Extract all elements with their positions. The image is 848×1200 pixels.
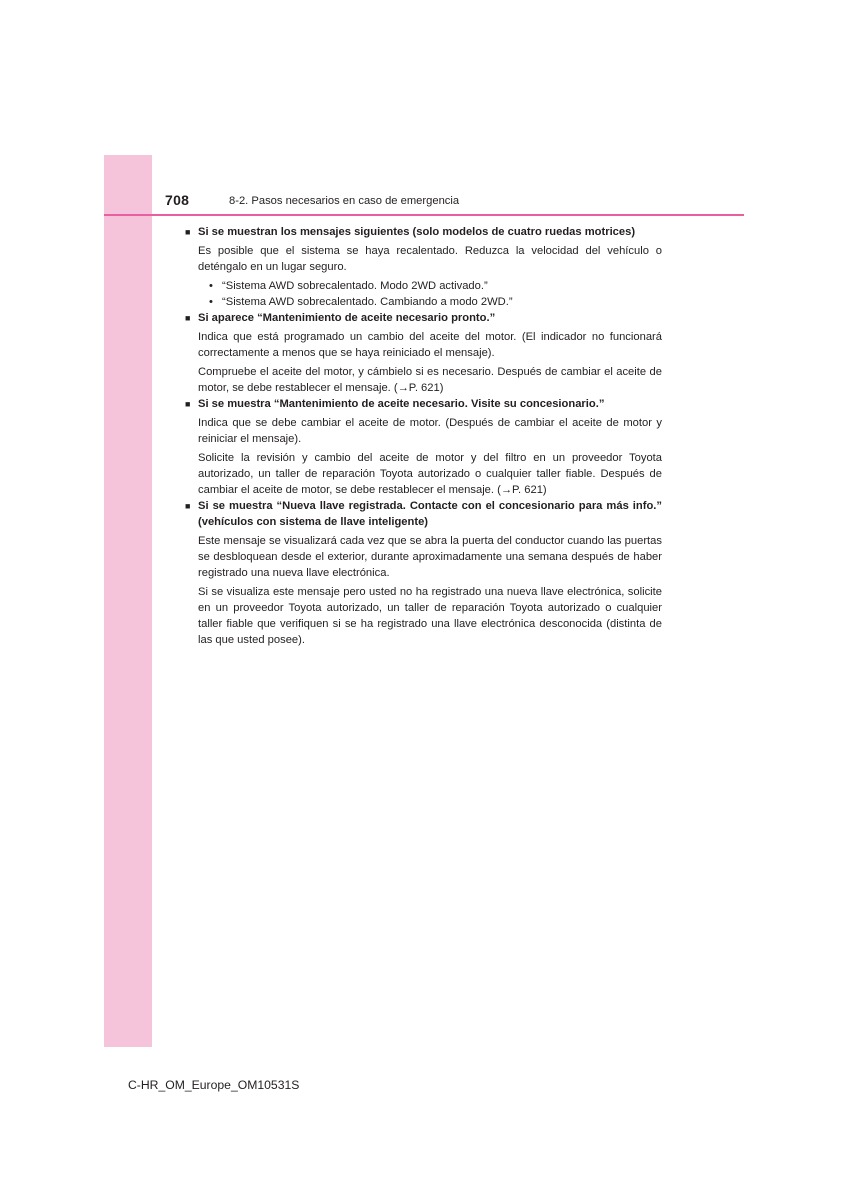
bullet-dot-icon: • xyxy=(209,296,213,308)
section xyxy=(185,396,662,498)
square-bullet-icon: ■ xyxy=(185,227,191,237)
square-bullet-icon: ■ xyxy=(185,399,191,409)
square-bullet-icon: ■ xyxy=(185,501,191,511)
page-number: 708 xyxy=(165,192,190,208)
page-content xyxy=(185,224,662,648)
section xyxy=(185,224,662,310)
paragraph: Solicite la revisión y cambio del aceite de motor y del filtro en un proveedor Toyota autorizado, un taller de reparación Toyota autorizado o cualquier taller fiable. Después de cambiar el aceite de motor, se debe restablecer el mensaje. (→P. 621) xyxy=(198,452,662,496)
list-item-text: “Sistema AWD sobrecalentado. Modo 2WD activado.” xyxy=(222,280,488,292)
header-divider xyxy=(104,214,744,216)
footer-document-code: C-HR_OM_Europe_OM10531S xyxy=(128,1078,300,1092)
section xyxy=(185,498,662,648)
section-title: 8-2. Pasos necesarios en caso de emergencia xyxy=(229,195,460,207)
section-heading: Si se muestran los mensajes siguientes (solo modelos de cuatro ruedas motrices) xyxy=(198,226,636,238)
list-item xyxy=(209,294,662,310)
message-list xyxy=(209,278,662,310)
paragraph: Indica que se debe cambiar el aceite de motor. (Después de cambiar el aceite de motor y reiniciar el mensaje). xyxy=(198,417,662,445)
list-item-text: “Sistema AWD sobrecalentado. Cambiando a modo 2WD.” xyxy=(222,296,513,308)
side-color-band xyxy=(104,155,152,1047)
section xyxy=(185,310,662,396)
paragraph: Este mensaje se visualizará cada vez que se abra la puerta del conductor cuando las puertas se desbloquean desde el exterior, durante aproximadamente una semana después de haber registrado una nueva llave electrónica. xyxy=(198,535,662,579)
section-heading: Si se muestra “Nueva llave registrada. Contacte con el concesionario para más info.” (vehículos con sistema de llave inteligente) xyxy=(198,500,662,528)
paragraph: Compruebe el aceite del motor, y cámbielo si es necesario. Después de cambiar el aceite de motor, se debe restablecer el mensaje. (→P. 621) xyxy=(198,366,662,394)
section-heading: Si se muestra “Mantenimiento de aceite necesario. Visite su concesionario.” xyxy=(198,398,605,410)
paragraph: Es posible que el sistema se haya recalentado. Reduzca la velocidad del vehículo o deténgalo en un lugar seguro. xyxy=(198,245,662,273)
paragraph: Si se visualiza este mensaje pero usted no ha registrado una nueva llave electrónica, solicite en un proveedor Toyota autorizado, un taller de reparación Toyota autorizado o cualquier taller fiable que verifiquen si se ha registrado una llave electrónica desconocida (distinta de las que usted posee). xyxy=(198,586,662,646)
section-heading: Si aparece “Mantenimiento de aceite necesario pronto.” xyxy=(198,312,496,324)
list-item xyxy=(209,278,662,294)
square-bullet-icon: ■ xyxy=(185,313,191,323)
paragraph: Indica que está programado un cambio del aceite del motor. (El indicador no funcionará correctamente a menos que se haya reiniciado el mensaje). xyxy=(198,331,662,359)
bullet-dot-icon: • xyxy=(209,280,213,292)
